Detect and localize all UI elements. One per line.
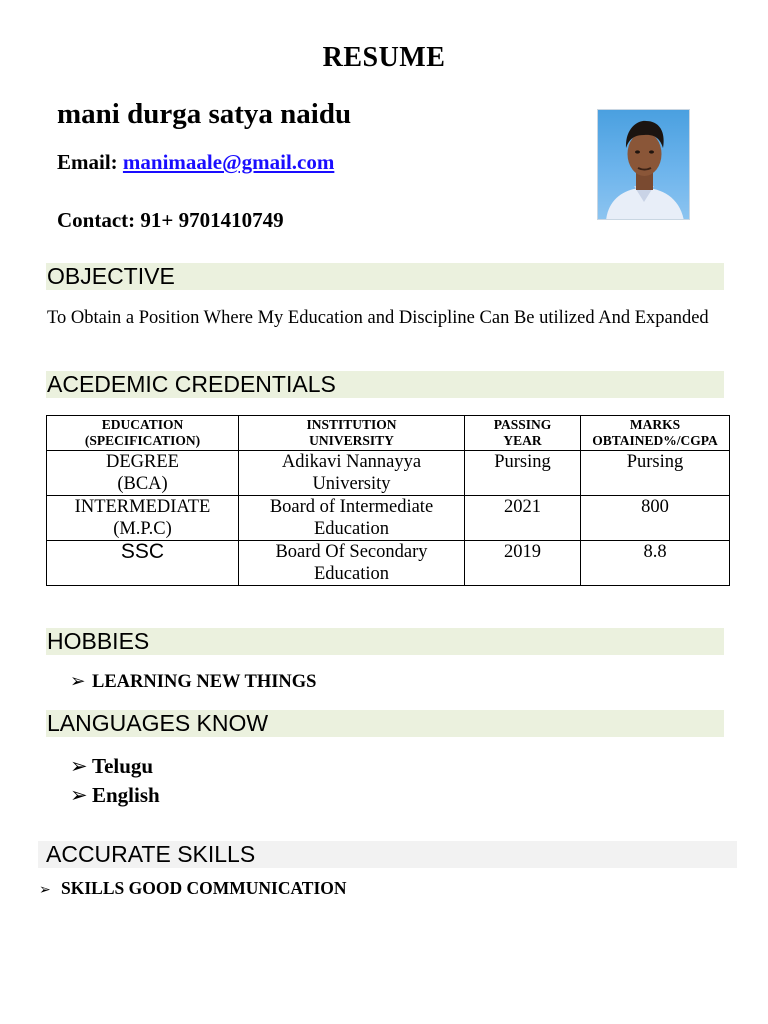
cell-year: Pursing [465,451,581,496]
cell-institution: Board Of Secondary Education [239,541,465,586]
arrow-bullet-icon: ➢ [70,671,86,692]
email-label: Email: [57,150,118,174]
column-header-year: PASSING YEAR [465,416,581,451]
cell-year: 2021 [465,496,581,541]
cell-institution: Adikavi Nannayya University [239,451,465,496]
cell-education: DEGREE (BCA) [47,451,239,496]
list-item [70,671,316,693]
column-header-education: EDUCATION (SPECIFICATION) [47,416,239,451]
cell-marks: 800 [581,496,730,541]
table-row [47,451,730,496]
email-line [57,150,334,175]
cell-education: SSC [47,541,239,586]
table-row [47,496,730,541]
cell-marks: 8.8 [581,541,730,586]
column-header-marks: MARKS OBTAINED%/CGPA [581,416,730,451]
table-row [47,541,730,586]
cell-year: 2019 [465,541,581,586]
languages-heading: LANGUAGES KNOW [46,710,724,737]
resume-title: RESUME [322,42,446,73]
academics-heading: ACEDEMIC CREDENTIALS [46,371,724,398]
contact-label: Contact: [57,208,136,232]
arrow-bullet-icon: ➢ [70,754,88,778]
language-text: English [92,783,160,807]
language-text: Telugu [92,754,154,778]
contact-line [57,208,284,233]
arrow-bullet-icon: ➢ [70,783,88,807]
hobby-text: LEARNING NEW THINGS [92,672,317,692]
email-link[interactable]: manimaale@gmail.com [122,150,335,174]
skills-heading: ACCURATE SKILLS [38,841,737,868]
academics-table [46,415,730,586]
skill-text: SKILLS GOOD COMMUNICATION [61,878,347,898]
list-item [70,783,160,808]
cell-institution: Board of Intermediate Education [239,496,465,541]
arrow-bullet-icon: ➢ [39,882,51,898]
profile-photo [597,109,690,220]
column-header-institution: INSTITUTION UNIVERSITY [239,416,465,451]
objective-heading: OBJECTIVE [46,263,724,290]
contact-number: 91+ 9701410749 [140,208,284,232]
candidate-name: mani durga satya naidu [57,98,352,130]
objective-text: To Obtain a Position Where My Education and Discipline Can Be utilized And Expanded [47,308,709,328]
cell-education: INTERMEDIATE (M.P.C) [47,496,239,541]
list-item [70,754,153,779]
cell-marks: Pursing [581,451,730,496]
table-header-row [47,416,730,451]
list-item [39,878,347,899]
hobbies-heading: HOBBIES [46,628,724,655]
